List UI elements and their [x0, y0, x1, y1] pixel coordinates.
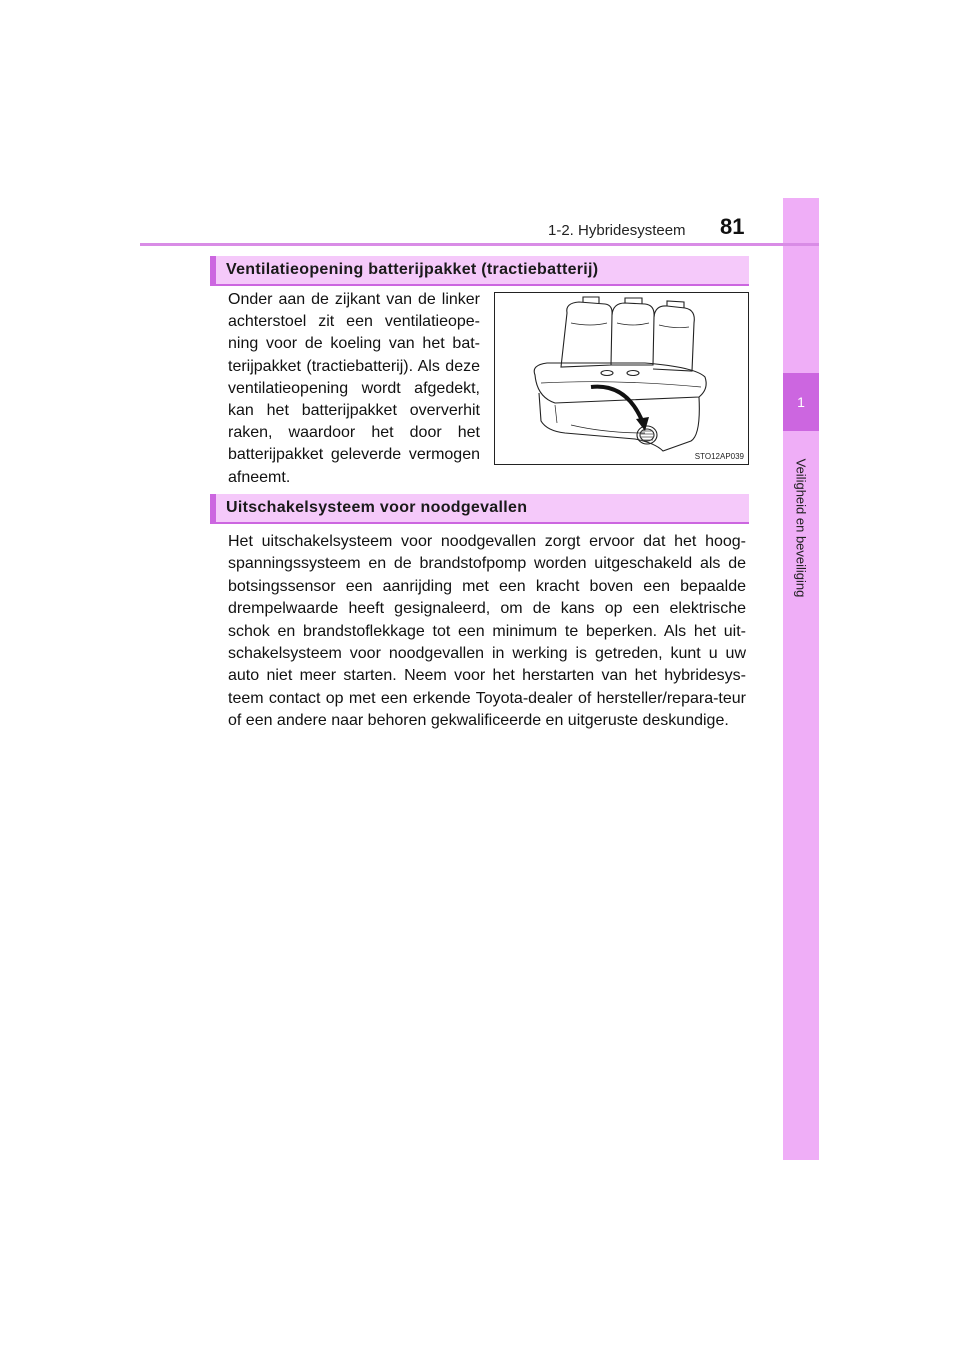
section-heading-emergency-shutoff: Uitschakelsysteem voor noodgevallen [210, 494, 749, 524]
header-rule [140, 243, 819, 246]
header-section-title: 1-2. Hybridesysteem [548, 222, 686, 239]
section-body-ventilation: Onder aan de zijkant van de linker achterstoel zit een ventilatieope-ning voor de koeling van het bat-terijpakket (tractiebatterij). Als deze ventilatieopening wordt afgedekt, kan het batterijpakket oververhit raken, waardoor het door het batterijpakket geleverde vermogen afneemt. [228, 291, 480, 486]
chapter-number: 1 [783, 373, 819, 431]
chapter-title: Veiligheid en beveiliging [793, 458, 809, 598]
figure-code: STO12AP039 [694, 452, 744, 461]
seat-drawing [495, 293, 748, 464]
rear-seat-vent-illustration [494, 292, 749, 465]
section-body-emergency-shutoff: Het uitschakelsysteem voor noodgevallen zorgt ervoor dat het hoog-spanningssysteem en de brandstofpomp worden uitgeschakeld als de botsingssensor een aanrijding met een kracht boven een bepaalde drempelwaarde heeft gesignaleerd, om de kans op een elektrische schok en brandstoflekkage tot een minimum te beperken. Als het uit-schakelsysteem voor noodgevallen in werking is getreden, kunt u uw auto niet meer starten. Neem voor het herstarten van het hybridesys-teem contact op met een erkende Toyota-dealer of hersteller/repara-teur of een andere naar behoren gekwalificeerde en uitgeruste deskundige. [228, 533, 746, 730]
page-number: 81 [720, 214, 745, 239]
section-heading-ventilation: Ventilatieopening batterijpakket (tractiebatterij) [210, 256, 749, 286]
side-tab [783, 198, 819, 1160]
